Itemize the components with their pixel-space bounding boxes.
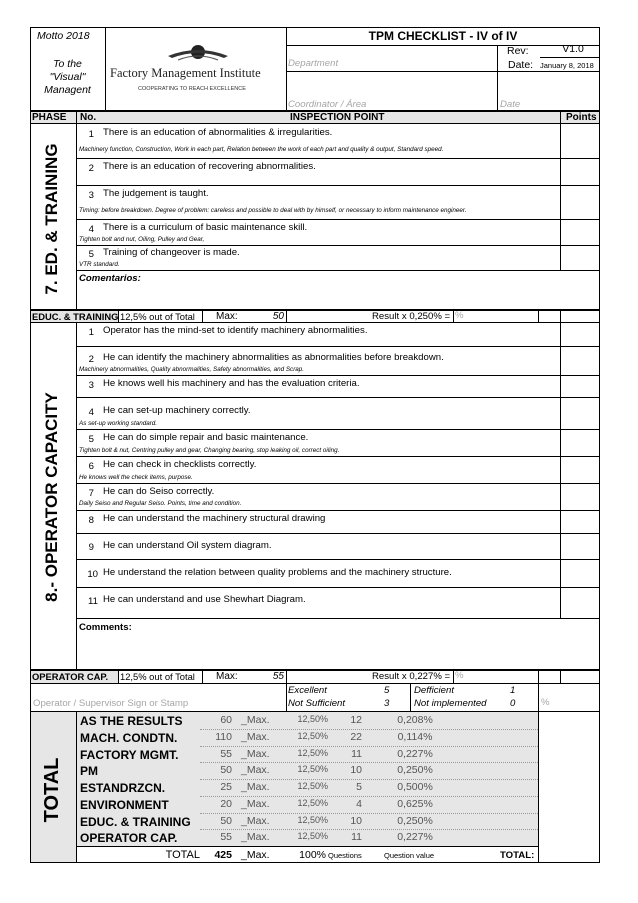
total-row-qv: 0,625% — [397, 797, 433, 810]
section7-summary-label: EDUC. & TRAINING — [32, 311, 119, 322]
total-row-max: 110 — [215, 730, 232, 743]
total-row-max-label: _Max. — [241, 797, 270, 810]
total-row-max-label: _Max. — [241, 730, 270, 743]
total-row-qv: 0,208% — [397, 714, 433, 726]
total-row-pct: 12,50% — [297, 831, 328, 842]
total-row-name: FACTORY MGMT. — [80, 747, 179, 762]
section8-summary-pct: 12,5% out of Total — [120, 671, 195, 682]
total-row-q: 10 — [350, 764, 362, 777]
total-footer-max: 425 — [214, 849, 232, 861]
total-score-label: TOTAL: — [500, 850, 535, 861]
legend-defficient-value: 1 — [510, 685, 516, 696]
total-row-max-label: _Max. — [241, 764, 270, 777]
legend-defficient: Defficient — [414, 685, 454, 696]
col-phase: PHASE — [32, 112, 67, 123]
company-logo — [108, 38, 284, 96]
total-row-qv: 0,227% — [397, 747, 433, 760]
total-row-q: 5 — [356, 781, 362, 793]
motto-line1: To the — [53, 58, 82, 70]
checklist-title: TPM CHECKLIST - IV of IV — [368, 29, 518, 43]
total-row-name: AS THE RESULTS — [80, 714, 183, 728]
total-title: TOTAL — [41, 757, 63, 823]
section8-summary-label: OPERATOR CAP. — [32, 671, 109, 682]
legend-not-implemented-value: 0 — [510, 698, 516, 709]
total-row-qv: 0,250% — [397, 814, 433, 827]
motto-line3: Managent — [44, 84, 91, 96]
date-value[interactable]: January 8, 2018 — [540, 61, 594, 70]
section8-title: 8.- OPERATOR CAPACITY — [42, 392, 61, 602]
section7-max-value: 50 — [272, 311, 284, 322]
date-field[interactable]: Date — [500, 99, 521, 110]
motto-line2: "Visual" — [49, 71, 86, 83]
logo-name: Factory Management Institute — [110, 66, 261, 80]
total-row-divider — [200, 746, 538, 747]
col-no: No. — [80, 112, 97, 123]
section7-comments[interactable]: Comentarios: — [79, 273, 141, 284]
rev-label: Rev: — [507, 45, 529, 57]
logo-tagline: COOPERATING TO REACH EXCELLENCE — [138, 86, 246, 92]
total-row-q: 12 — [350, 714, 362, 726]
total-row-name: OPERATOR CAP. — [80, 831, 178, 846]
total-footer-pct: 100% — [299, 849, 326, 861]
total-row-divider — [200, 729, 538, 730]
total-row-qv: 0,227% — [397, 831, 433, 844]
sign-field[interactable]: Operator / Supervisor Sign or Stamp — [33, 698, 189, 709]
total-row-divider — [200, 796, 538, 797]
total-row-divider — [200, 829, 538, 830]
motto-year: Motto 2018 — [37, 30, 90, 42]
total-row-name: EDUC. & TRAINING — [80, 814, 191, 829]
total-row-max: 60 — [220, 714, 232, 726]
total-row-pct: 12,50% — [297, 814, 328, 825]
section8-max-label: Max: — [216, 671, 238, 682]
total-row-max-label: _Max. — [241, 781, 270, 793]
legend-not-sufficient-value: 3 — [384, 698, 390, 709]
legend-not-implemented: Not implemented — [414, 698, 487, 709]
total-row-max: 50 — [220, 814, 232, 827]
total-row-divider — [200, 762, 538, 763]
date-label: Date: — [508, 59, 534, 71]
total-row-max: 55 — [220, 747, 232, 760]
total-row-name: PM — [80, 764, 98, 779]
total-row-max-label: _Max. — [241, 714, 270, 726]
total-row-pct: 12,50% — [297, 781, 328, 791]
coordinator-field[interactable]: Coordinator / Área — [288, 99, 367, 110]
section8-result-label: Result x 0,227% = — [372, 671, 451, 682]
total-row-name: ENVIRONMENT — [80, 797, 169, 812]
section7-result-label: Result x 0,250% = — [372, 311, 451, 322]
total-row-pct: 12,50% — [297, 797, 328, 808]
legend-excellent: Excellent — [288, 685, 327, 696]
department-field[interactable]: Department — [288, 58, 339, 69]
col-inspection: INSPECTION POINT — [290, 112, 385, 123]
total-row-q: 4 — [356, 797, 362, 810]
total-row-max-label: _Max. — [241, 814, 270, 827]
section8-comments[interactable]: Comments: — [79, 622, 132, 633]
total-row-qv: 0,500% — [397, 781, 433, 793]
total-row-max: 55 — [220, 831, 232, 844]
section7-title: 7. ED. & TRAINING — [42, 143, 61, 295]
sign-pct-sign: % — [541, 697, 550, 708]
total-row-pct: 12,50% — [297, 714, 328, 724]
total-row-max: 50 — [220, 764, 232, 777]
total-row-qv: 0,250% — [397, 764, 433, 777]
total-row-pct: 12,50% — [297, 730, 328, 741]
question-value-label: Question value — [384, 851, 435, 860]
total-row-divider — [200, 779, 538, 780]
total-row-q: 10 — [350, 814, 362, 827]
section7-max-label: Max: — [216, 311, 238, 322]
total-row-pct: 12,50% — [297, 764, 328, 775]
total-row-max: 20 — [220, 797, 232, 810]
section8-max-value: 55 — [272, 671, 284, 682]
total-row-max-label: _Max. — [241, 747, 270, 760]
total-row-name: ESTANDRZCN. — [80, 781, 166, 795]
total-row-q: 11 — [351, 747, 362, 760]
total-footer-max-label: _Max. — [241, 849, 270, 861]
total-row-divider — [200, 813, 538, 814]
total-row-max-label: _Max. — [241, 831, 270, 844]
legend-not-sufficient: Not Sufficient — [288, 698, 346, 709]
questions-label: Questions — [328, 851, 362, 860]
section7-pct-sign: % — [455, 310, 464, 321]
total-row-q: 22 — [350, 730, 362, 743]
col-points: Points — [566, 112, 597, 123]
total-row-pct: 12,50% — [297, 747, 328, 758]
section7-summary-pct: 12,5% out of Total — [120, 311, 195, 322]
total-row-q: 11 — [351, 831, 362, 844]
total-row-max: 25 — [220, 781, 232, 793]
rev-value[interactable]: V1.0 — [562, 43, 584, 55]
total-footer-label: TOTAL — [165, 849, 200, 861]
total-row-name: MACH. CONDTN. — [80, 730, 178, 745]
legend-excellent-value: 5 — [384, 685, 390, 696]
total-row-qv: 0,114% — [397, 730, 433, 743]
section8-pct-sign: % — [455, 670, 464, 681]
